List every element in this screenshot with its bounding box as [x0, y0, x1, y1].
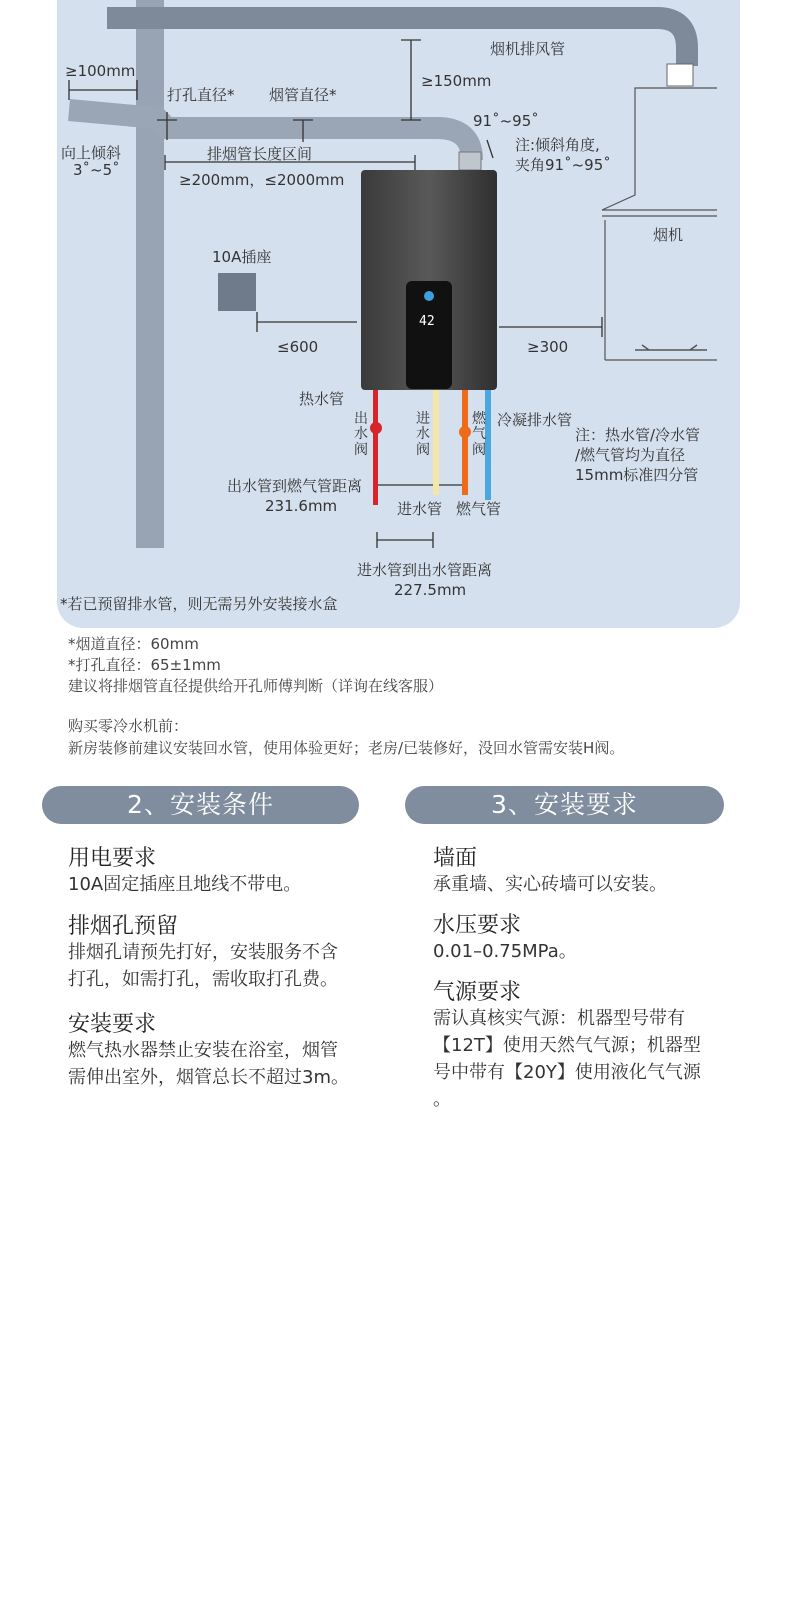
water-pressure-title: 水压要求 — [433, 913, 522, 938]
install-requirement-text — [68, 1037, 368, 1091]
hot-water-pipe-shape — [373, 390, 378, 505]
gas-source-line: 。 — [433, 1089, 451, 1110]
angle-note-line-2: 夹角91˚~95˚ — [515, 156, 611, 174]
power-requirement-line: 10A固定插座且地线不带电。 — [68, 874, 302, 895]
min-100-label: ≥100mm — [65, 62, 136, 80]
gas-pipe-label: 燃气管 — [456, 500, 502, 518]
exhaust-fan-pipe-label: 烟机排风管 — [490, 40, 566, 58]
outlet-gas-distance-value: 231.6mm — [265, 497, 338, 515]
buy-title-note: 购买零冷水机前： — [68, 717, 189, 735]
flue-hole-title: 排烟孔预留 — [68, 914, 179, 939]
flue-hole-line: 排烟孔请预先打好，安装服务不含 — [68, 942, 338, 963]
power-requirement-text — [68, 871, 368, 898]
install-requirement-line: 燃气热水器禁止安装在浴室，烟管 — [68, 1040, 338, 1061]
min-300-label: ≥300 — [527, 338, 569, 356]
power-requirement-title: 用电要求 — [68, 846, 157, 871]
flue-diameter-note: *烟道直径：60mm — [68, 635, 199, 653]
gas-source-line: 号中带有【20Y】使用液化气气源 — [433, 1062, 701, 1083]
gas-source-line: 【12T】使用天然气气源；机器型 — [433, 1035, 701, 1056]
tilt-range-label: 3˚~5˚ — [73, 161, 120, 179]
flue-diameter-label: 烟管直径* — [269, 86, 337, 104]
gas-source-text — [433, 1005, 733, 1113]
gas-valve-knob — [459, 426, 471, 438]
display-value: 42 — [419, 314, 435, 329]
pipe-note-line-1: 注：热水管/冷水管 — [575, 426, 701, 444]
range-hood-label: 烟机 — [653, 226, 684, 244]
exhaust-fan-pipe-shape — [107, 18, 687, 66]
pipe-note-line-3: 15mm标准四分管 — [575, 466, 699, 484]
exhaust-fan-outlet — [667, 64, 693, 86]
buy-text-note: 新房装修前建议安装回水管，使用体验更好；老房/已装修好，没回水管需安装H阀。 — [68, 739, 625, 757]
inlet-valve-label: 进水阀 — [416, 411, 430, 458]
flue-hole-text — [68, 939, 368, 993]
pipe-note-line-2: /燃气管均为直径 — [575, 446, 686, 464]
socket-box — [218, 273, 256, 311]
angle-range-label: 91˚~95˚ — [473, 112, 539, 130]
install-requirement-title: 安装要求 — [68, 1012, 157, 1037]
flue-hole-line: 打孔，如需打孔，需收取打孔费。 — [68, 969, 338, 990]
inlet-outlet-distance-value: 227.5mm — [394, 581, 467, 599]
installation-diagram — [57, 0, 740, 628]
wall-title: 墙面 — [433, 846, 478, 871]
gas-source-title: 气源要求 — [433, 980, 522, 1005]
diagram-drawing — [57, 0, 740, 628]
stove-shape — [635, 345, 707, 350]
outlet-valve-knob — [370, 422, 382, 434]
gas-source-line: 需认真核实气源：机器型号带有 — [433, 1008, 685, 1029]
outlet-gas-distance-label: 出水管到燃气管距离 — [227, 477, 363, 495]
install-requirement-line: 需伸出室外，烟管总长不超过3m。 — [68, 1067, 349, 1088]
cold-water-pipe-shape — [433, 390, 439, 495]
flue-length-range-label: 排烟管长度区间 — [207, 145, 313, 163]
hole-diameter-label: 打孔直径* — [167, 86, 235, 104]
angle-note-line-1: 注:倾斜角度, — [515, 136, 600, 154]
inlet-pipe-label: 进水管 — [397, 500, 443, 518]
water-pressure-line: 0.01–0.75MPa。 — [433, 941, 577, 962]
gas-pipe-shape — [462, 390, 468, 495]
gas-valve-label: 燃气阀 — [472, 411, 486, 458]
drain-note: *若已预留排水管，则无需另外安装接水盒 — [60, 595, 338, 613]
display-logo — [424, 291, 434, 301]
wall-line: 承重墙、实心砖墙可以安装。 — [433, 874, 667, 895]
flue-length-values-label: ≥200mm，≤2000mm — [179, 171, 345, 189]
hole-diameter-note: *打孔直径：65±1mm — [68, 656, 221, 674]
section-install-requirements-header: 3、安装要求 — [405, 786, 724, 824]
section-install-conditions-header: 2、安装条件 — [42, 786, 359, 824]
wall-text — [433, 871, 733, 898]
outlet-valve-label: 出水阀 — [354, 411, 368, 458]
flue-collar — [459, 152, 481, 170]
socket-label: 10A插座 — [212, 248, 272, 266]
water-pressure-text — [433, 938, 733, 965]
suggest-note: 建议将排烟管直径提供给开孔师傅判断（详询在线客服） — [68, 677, 444, 695]
min-150-label: ≥150mm — [421, 72, 492, 90]
hood-cabinet-lines — [602, 88, 717, 360]
hot-water-pipe-label: 热水管 — [299, 390, 345, 408]
wall-vertical-pipe — [136, 0, 164, 548]
inlet-outlet-distance-label: 进水管到出水管距离 — [357, 561, 493, 579]
max-600-label: ≤600 — [277, 338, 319, 356]
tilt-up-label: 向上倾斜 — [61, 144, 122, 162]
condensate-pipe-label: 冷凝排水管 — [497, 411, 573, 429]
